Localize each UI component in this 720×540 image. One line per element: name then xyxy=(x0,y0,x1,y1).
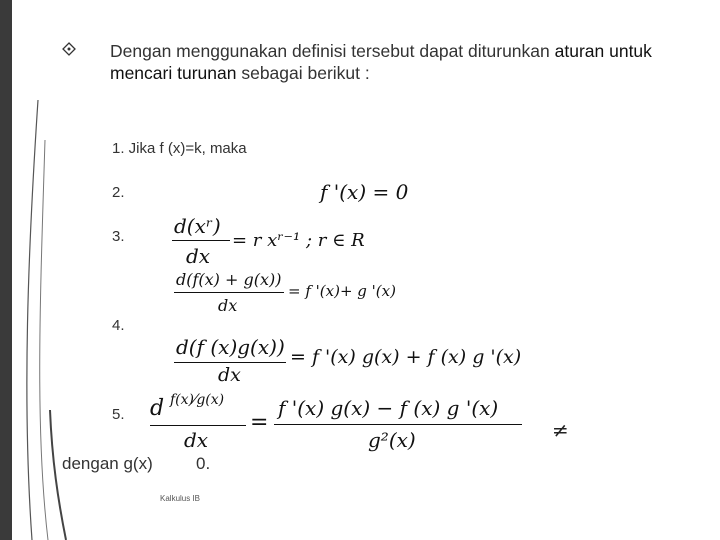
rule-4-numerator: d(f (x)g(x)) xyxy=(176,335,285,359)
rule-2-fraction-line xyxy=(172,240,230,241)
rule-5-rhs-denominator: g²(x) xyxy=(368,428,416,452)
rule-5-equals: = xyxy=(250,410,269,435)
rule-5-denominator: dx xyxy=(184,428,209,452)
rule-1-formula: f '(x) = 0 xyxy=(320,180,409,204)
intro-emphasis: aturan untuk mencari turunan xyxy=(110,41,652,83)
diamond-bullet-icon xyxy=(62,42,76,56)
rule-4-rhs: = f '(x) g(x) + f (x) g '(x) xyxy=(290,346,522,368)
rule-2-denominator: dx xyxy=(186,244,211,268)
rule-5-label: 5. xyxy=(112,406,125,423)
rule-4-label: 4. xyxy=(112,317,125,334)
rule-2-rhs: = r xʳ⁻¹ ; r ∈ R xyxy=(232,230,365,251)
rule-2-numerator: d(xʳ) xyxy=(174,214,221,238)
intro-text-1: Dengan menggunakan definisi tersebut dapat diturunkan xyxy=(110,41,555,61)
intro-paragraph xyxy=(110,40,700,84)
rule-5-right-fraction-line xyxy=(274,424,522,425)
rule-3-label: 3. xyxy=(112,228,125,245)
not-equal-symbol: ≠ xyxy=(552,418,569,442)
rule-5-rhs-numerator: f '(x) g(x) − f (x) g '(x) xyxy=(278,396,499,420)
rule-5-left-fraction-line xyxy=(150,425,246,426)
rule-1-text: 1. Jika f (x)=k, maka xyxy=(112,140,247,157)
rule-5-d: d xyxy=(150,396,165,421)
condition-value: 0. xyxy=(196,454,211,473)
footer-label: Kalkulus IB xyxy=(160,494,201,503)
rule-3-rhs: = f '(x)+ g '(x) xyxy=(288,282,396,300)
rule-3-fraction-line xyxy=(174,292,284,293)
rule-3-denominator: dx xyxy=(218,296,238,315)
rule-5-quotient: f(x)⁄g(x) xyxy=(170,392,225,408)
rule-2-label: 2. xyxy=(112,184,125,201)
rule-4-denominator: dx xyxy=(218,364,241,386)
condition-prefix: dengan g(x) xyxy=(62,454,153,473)
intro-text-2: sebagai berikut : xyxy=(236,63,370,83)
rule-3-numerator: d(f(x) + g(x)) xyxy=(176,270,282,289)
